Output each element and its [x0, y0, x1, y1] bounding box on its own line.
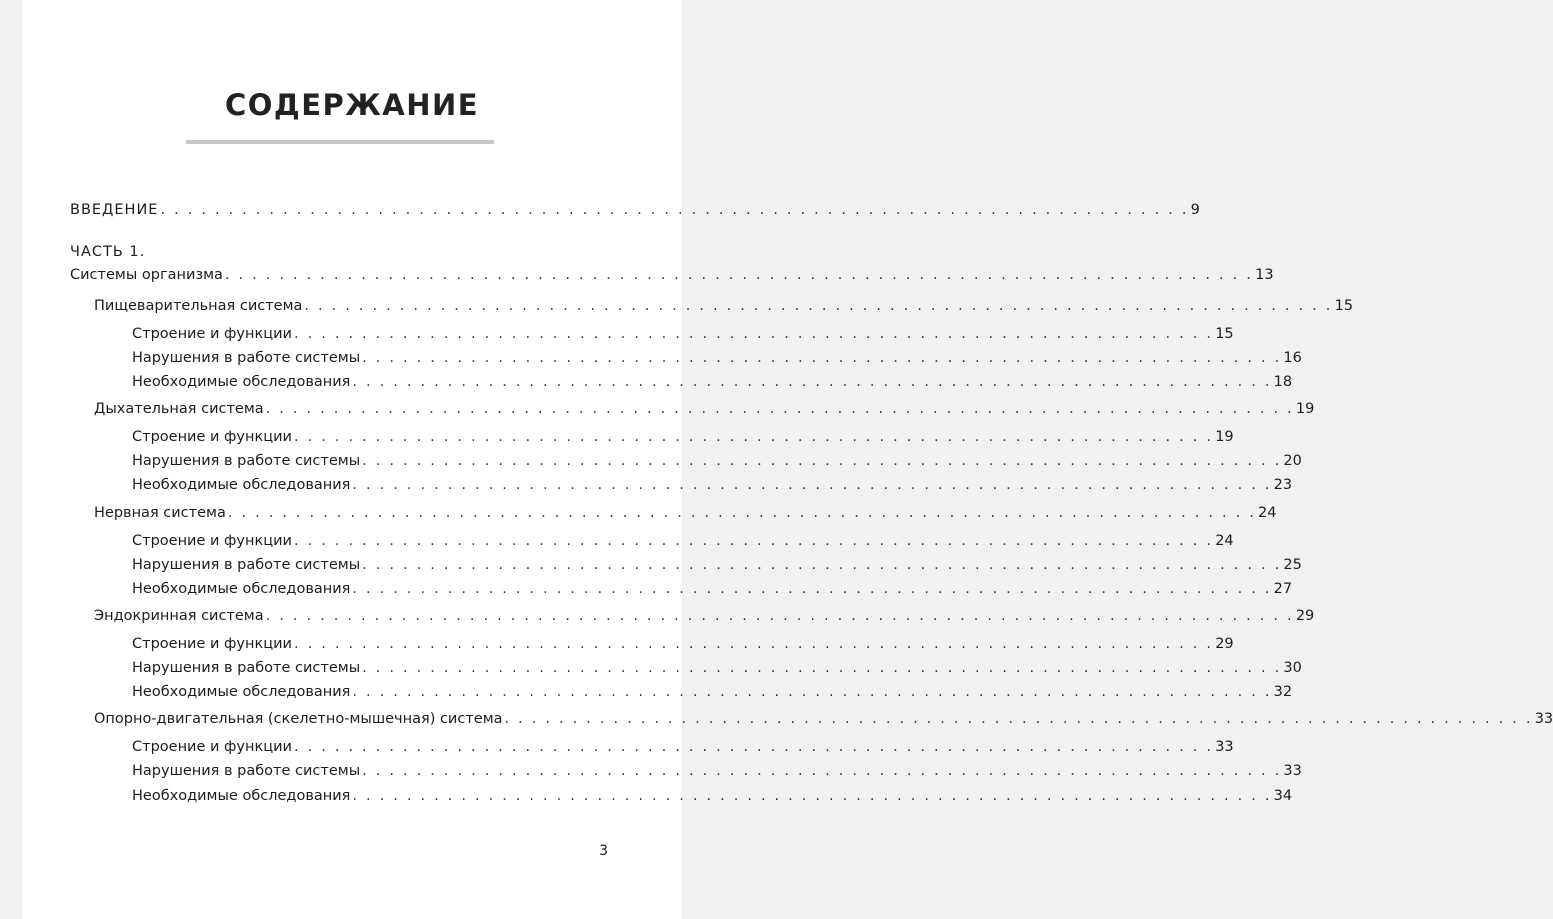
dot-leader: . . . . . . . . . . . . . . . . . . . . . . . . . . . . . . . . . . . . . . . . . . . . . . . . . . . . . . . . . . . . . . . . . . . . [352, 374, 1272, 390]
toc-entry-page: 13 [1255, 267, 1274, 283]
toc-item-title: Нарушения в работе системы [132, 660, 361, 676]
toc-item[interactable] [132, 683, 1293, 701]
toc-item[interactable] [132, 476, 1293, 494]
dot-leader: . . . . . . . . . . . . . . . . . . . . . . . . . . . . . . . . . . . . . . . . . . . . . . . . . . . . . . . . . . . . . . . . . . . . [362, 350, 1282, 366]
toc-item-page: 32 [1273, 684, 1293, 700]
toc-item[interactable] [132, 635, 1234, 653]
toc-entry-title: Системы организма [70, 267, 223, 283]
toc-section-page: 29 [1295, 608, 1315, 624]
toc-item-title: Строение и функции [132, 326, 292, 342]
toc-item[interactable] [132, 659, 1302, 677]
toc-item-title: Необходимые обследования [132, 684, 351, 700]
toc-item-page: 25 [1283, 557, 1302, 573]
toc-section-page: 19 [1295, 401, 1315, 417]
dot-leader: . . . . . . . . . . . . . . . . . . . . . . . . . . . . . . . . . . . . . . . . . . . . . . . . . . . . . . . . . . . . . . . . . . . . [352, 477, 1272, 493]
toc-section[interactable] [94, 710, 1553, 728]
toc-section-page: 15 [1334, 298, 1354, 314]
dot-leader: . . . . . . . . . . . . . . . . . . . . . . . . . . . . . . . . . . . . . . . . . . . . . . . . . . . . . . . . . . . . . . . . . . . . . . . . . . . . [265, 608, 1294, 624]
page-number: 3 [599, 843, 608, 859]
toc-item[interactable] [132, 373, 1293, 391]
toc-item-title: Строение и функции [132, 533, 292, 549]
toc-entry-part[interactable] [70, 266, 1274, 284]
dot-leader: . . . . . . . . . . . . . . . . . . . . . . . . . . . . . . . . . . . . . . . . . . . . . . . . . . . . . . . . . . . . . . . . . . . . . . . . . . . . [227, 505, 1257, 521]
toc-item-page: 27 [1273, 581, 1293, 597]
toc-item[interactable] [132, 428, 1234, 446]
toc-item[interactable] [132, 787, 1293, 805]
toc-item-title: Необходимые обследования [132, 581, 351, 597]
dot-leader: . . . . . . . . . . . . . . . . . . . . . . . . . . . . . . . . . . . . . . . . . . . . . . . . . . . . . . . . . . . . . . . . . . . . [362, 660, 1282, 676]
toc-item[interactable] [132, 532, 1234, 550]
toc-item-page: 19 [1215, 429, 1234, 445]
toc-item-title: Строение и функции [132, 739, 292, 755]
toc-section-page: 33 [1534, 711, 1553, 727]
dot-leader: . . . . . . . . . . . . . . . . . . . . . . . . . . . . . . . . . . . . . . . . . . . . . . . . . . . . . . . . . . . . . . . . . . . . . . . . . . . . [265, 401, 1294, 417]
dot-leader: . . . . . . . . . . . . . . . . . . . . . . . . . . . . . . . . . . . . . . . . . . . . . . . . . . . . . . . . . . . . . . . . . . . . . . . . . . . . [224, 267, 1254, 283]
dot-leader: . . . . . . . . . . . . . . . . . . . . . . . . . . . . . . . . . . . . . . . . . . . . . . . . . . . . . . . . . . . . . . . . . . . . [293, 429, 1214, 445]
dot-leader: . . . . . . . . . . . . . . . . . . . . . . . . . . . . . . . . . . . . . . . . . . . . . . . . . . . . . . . . . . . . . . . . . . . . [352, 788, 1272, 804]
dot-leader: . . . . . . . . . . . . . . . . . . . . . . . . . . . . . . . . . . . . . . . . . . . . . . . . . . . . . . . . . . . . . . . . . . . . [352, 684, 1272, 700]
dot-leader: . . . . . . . . . . . . . . . . . . . . . . . . . . . . . . . . . . . . . . . . . . . . . . . . . . . . . . . . . . . . . . . . . . . . [352, 581, 1272, 597]
toc-section-title: Пищеварительная система [94, 298, 303, 314]
dot-leader: . . . . . . . . . . . . . . . . . . . . . . . . . . . . . . . . . . . . . . . . . . . . . . . . . . . . . . . . . . . . . . . . . . . . [362, 763, 1282, 779]
toc-item-page: 33 [1215, 739, 1234, 755]
toc-item-title: Нарушения в работе системы [132, 763, 361, 779]
dot-leader: . . . . . . . . . . . . . . . . . . . . . . . . . . . . . . . . . . . . . . . . . . . . . . . . . . . . . . . . . . . . . . . . . . . . [293, 533, 1214, 549]
dot-leader: . . . . . . . . . . . . . . . . . . . . . . . . . . . . . . . . . . . . . . . . . . . . . . . . . . . . . . . . . . . . . . . . . . . . [362, 453, 1282, 469]
toc-item[interactable] [132, 349, 1302, 367]
toc-item-title: Необходимые обследования [132, 788, 351, 804]
toc-section-title: Опорно-двигательная (скелетно-мышечная) система [94, 711, 503, 727]
toc-item-page: 33 [1283, 763, 1302, 779]
dot-leader: . . . . . . . . . . . . . . . . . . . . . . . . . . . . . . . . . . . . . . . . . . . . . . . . . . . . . . . . . . . . . . . . . . . . [293, 739, 1214, 755]
toc-item-title: Необходимые обследования [132, 374, 351, 390]
toc-item-page: 16 [1283, 350, 1302, 366]
toc-section[interactable] [94, 607, 1315, 625]
toc-section[interactable] [94, 504, 1277, 522]
toc-item-page: 30 [1283, 660, 1302, 676]
toc-item-title: Нарушения в работе системы [132, 350, 361, 366]
toc-item[interactable] [132, 580, 1293, 598]
toc-item-title: Нарушения в работе системы [132, 557, 361, 573]
dot-leader: . . . . . . . . . . . . . . . . . . . . . . . . . . . . . . . . . . . . . . . . . . . . . . . . . . . . . . . . . . . . . . . . . . . . [362, 557, 1282, 573]
toc-item-page: 23 [1273, 477, 1293, 493]
toc-item[interactable] [132, 325, 1234, 343]
dot-leader: . . . . . . . . . . . . . . . . . . . . . . . . . . . . . . . . . . . . . . . . . . . . . . . . . . . . . . . . . . . . . . . . . . . . [293, 326, 1214, 342]
toc-entry-title: ВВЕДЕНИЕ [70, 202, 159, 218]
toc-item-page: 18 [1273, 374, 1293, 390]
toc-section[interactable] [94, 297, 1354, 315]
toc-entry-intro[interactable] [70, 201, 1200, 219]
table-of-contents [70, 0, 1553, 919]
toc-item-page: 29 [1215, 636, 1234, 652]
toc-item[interactable] [132, 762, 1302, 780]
toc-section-title: Дыхательная система [94, 401, 264, 417]
toc-item-title: Необходимые обследования [132, 477, 351, 493]
toc-item-title: Строение и функции [132, 429, 292, 445]
toc-section-page: 24 [1258, 505, 1277, 521]
dot-leader: . . . . . . . . . . . . . . . . . . . . . . . . . . . . . . . . . . . . . . . . . . . . . . . . . . . . . . . . . . . . . . . . . . . . . . . . . . . . [504, 711, 1533, 727]
toc-section-title: Нервная система [94, 505, 226, 521]
toc-item-page: 15 [1215, 326, 1234, 342]
part-label: ЧАСТЬ 1. [70, 244, 146, 260]
toc-item[interactable] [132, 556, 1302, 574]
toc-section[interactable] [94, 400, 1315, 418]
book-page [22, 0, 1553, 919]
toc-section-title: Эндокринная система [94, 608, 264, 624]
dot-leader: . . . . . . . . . . . . . . . . . . . . . . . . . . . . . . . . . . . . . . . . . . . . . . . . . . . . . . . . . . . . . . . . . . . . . . . . . . . . [304, 298, 1333, 314]
dot-leader: . . . . . . . . . . . . . . . . . . . . . . . . . . . . . . . . . . . . . . . . . . . . . . . . . . . . . . . . . . . . . . . . . . . . . . . . . . . . [160, 202, 1189, 218]
toc-item-page: 34 [1273, 788, 1293, 804]
toc-item[interactable] [132, 738, 1234, 756]
page-title: СОДЕРЖАНИЕ [224, 88, 480, 122]
toc-entry-page: 9 [1190, 202, 1200, 218]
toc-item-title: Строение и функции [132, 636, 292, 652]
toc-item-page: 24 [1215, 533, 1234, 549]
toc-item[interactable] [132, 452, 1302, 470]
toc-item-page: 20 [1283, 453, 1302, 469]
toc-item-title: Нарушения в работе системы [132, 453, 361, 469]
dot-leader: . . . . . . . . . . . . . . . . . . . . . . . . . . . . . . . . . . . . . . . . . . . . . . . . . . . . . . . . . . . . . . . . . . . . [293, 636, 1214, 652]
